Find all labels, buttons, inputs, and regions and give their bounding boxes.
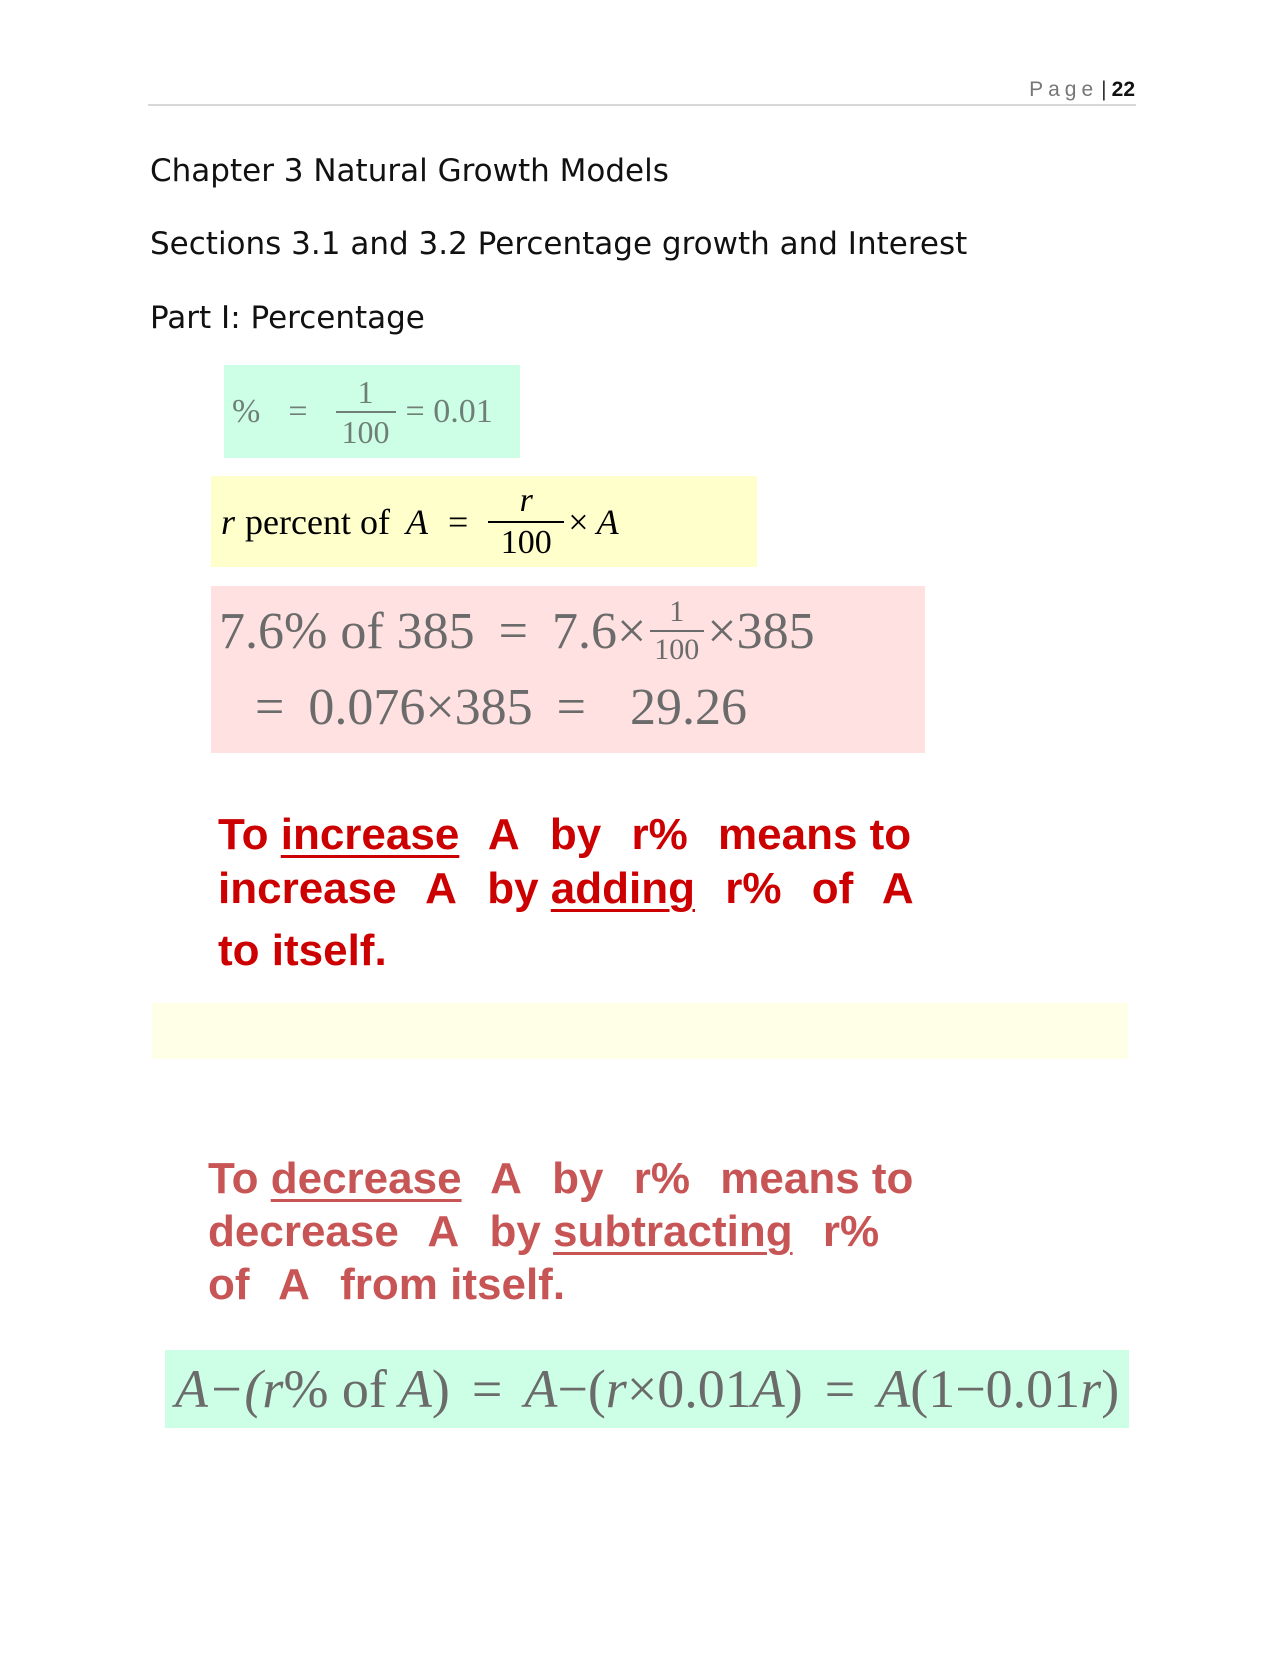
variable-a: A	[398, 1359, 432, 1419]
page-number-label	[1029, 78, 1135, 102]
word: by	[549, 810, 602, 859]
word: A	[278, 1260, 310, 1309]
equals-sign: =	[255, 678, 285, 736]
times-sign: ×	[568, 501, 589, 542]
equals-sign: =	[471, 1359, 503, 1419]
fraction-numerator: 1	[357, 373, 374, 410]
fraction-one-hundredth	[648, 597, 705, 665]
word: To	[218, 810, 269, 859]
example-result: 29.26	[629, 678, 747, 736]
r-percent-formula-box	[211, 476, 757, 567]
underlined-decrease: decrease	[270, 1154, 462, 1203]
formula-part: )	[1101, 1359, 1120, 1419]
fraction-numerator: 1	[669, 595, 685, 628]
formula-part: −(	[557, 1359, 606, 1419]
formula-part: )	[431, 1359, 450, 1419]
fraction-denominator: 100	[654, 633, 700, 666]
part-heading: Part I: Percentage	[150, 300, 425, 336]
word: A	[487, 810, 520, 859]
empty-highlight-box	[152, 1003, 1128, 1059]
word: by	[552, 1154, 604, 1203]
example-factor: 7.6×	[551, 602, 647, 660]
fraction-numerator: r	[519, 481, 533, 519]
word: A	[490, 1154, 522, 1203]
percent-value: = 0.01	[405, 392, 493, 430]
fraction-r-over-100	[488, 481, 564, 561]
underlined-subtracting: subtracting	[553, 1207, 793, 1256]
variable-a: A	[596, 501, 619, 542]
percent-of-text: percent of	[245, 501, 390, 542]
page-separator: |	[1101, 78, 1107, 101]
formula-part: ×0.01	[626, 1359, 752, 1419]
sections-heading: Sections 3.1 and 3.2 Percentage growth and Interest	[150, 226, 968, 262]
example-product: 0.076×385	[308, 678, 533, 736]
word: by	[487, 864, 539, 913]
word: r%	[631, 810, 688, 859]
word: To	[208, 1154, 259, 1203]
header-divider	[148, 104, 1136, 106]
equals-sign: =	[288, 392, 308, 430]
variable-r: r	[262, 1359, 284, 1419]
increase-definition	[218, 808, 914, 978]
word: A	[881, 864, 914, 913]
fraction-denominator: 100	[341, 413, 390, 450]
equals-sign: =	[556, 678, 586, 736]
variable-a: A	[751, 1359, 785, 1419]
word: means to	[718, 810, 912, 859]
word: of	[811, 864, 854, 913]
fraction-one-hundredth	[336, 373, 396, 450]
word: A	[425, 864, 457, 913]
variable-r: r	[605, 1359, 627, 1419]
equals-sign: =	[447, 501, 469, 542]
page-label: Page	[1029, 78, 1099, 101]
word: r%	[822, 1207, 880, 1256]
example-multiplier: ×385	[707, 602, 815, 660]
word: r%	[725, 864, 782, 913]
formula-part: % of	[283, 1359, 387, 1419]
formula-part: )	[784, 1359, 803, 1419]
word: by	[489, 1207, 541, 1256]
word: increase	[218, 864, 397, 913]
variable-r: r	[221, 501, 236, 542]
word: from itself.	[340, 1260, 566, 1309]
decrease-definition	[208, 1152, 913, 1311]
word: r%	[633, 1154, 691, 1203]
variable-r: r	[1080, 1359, 1102, 1419]
worked-example-box	[211, 586, 925, 753]
example-lhs: 7.6% of 385	[219, 602, 475, 660]
word: A	[427, 1207, 460, 1256]
equals-sign: =	[824, 1359, 856, 1419]
chapter-heading: Chapter 3 Natural Growth Models	[150, 153, 669, 189]
formula-part: (1−0.01	[910, 1359, 1081, 1419]
underlined-increase: increase	[280, 810, 460, 859]
word: decrease	[208, 1207, 399, 1256]
percent-definition-box	[224, 365, 520, 458]
percent-symbol: %	[232, 392, 261, 430]
increase-line-3: to itself.	[218, 926, 387, 975]
fraction-denominator: 100	[500, 523, 552, 561]
decrease-formula-box	[165, 1350, 1129, 1428]
word: of	[208, 1260, 250, 1309]
equals-sign: =	[498, 602, 528, 660]
variable-a: A	[405, 501, 428, 542]
variable-a: A	[524, 1359, 558, 1419]
variable-a: A	[877, 1359, 911, 1419]
formula-part: A−(	[175, 1359, 263, 1419]
underlined-adding: adding	[550, 864, 695, 913]
word: means to	[720, 1154, 914, 1203]
page-number: 22	[1111, 78, 1135, 101]
